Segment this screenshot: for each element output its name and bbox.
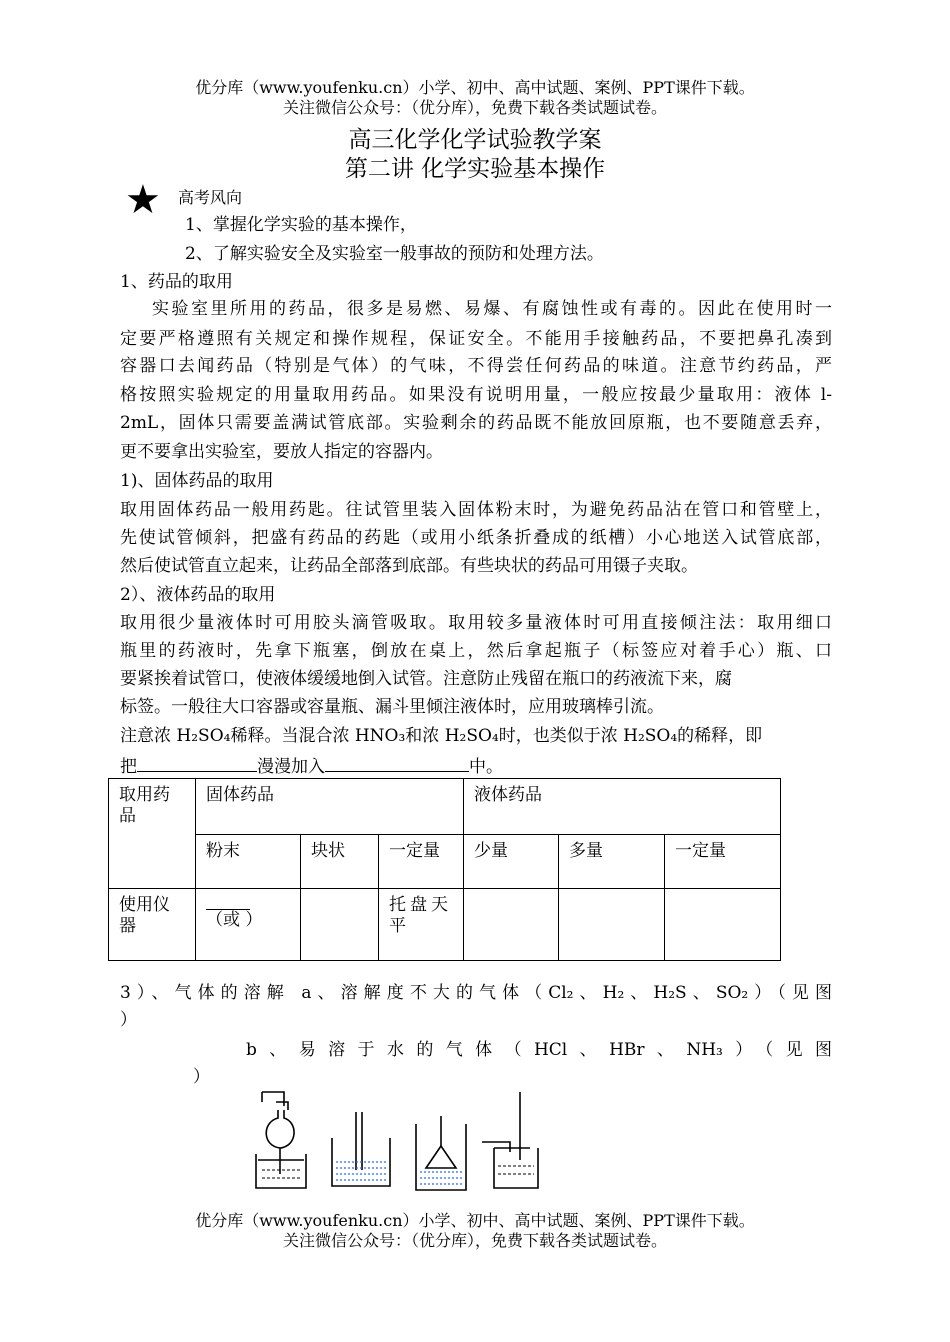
gas-line-a: 3）、气体的溶解 a、溶解度不大的气体（Cl₂、H₂、H₂S、SO₂）（见图 — [120, 983, 832, 1003]
liquid-heading: 2）、液体药品的取用 — [120, 585, 276, 605]
section1-para-line: 实验室里所用的药品，很多是易燃、易爆、有腐蚀性或有毒的。因此在使用时一 — [152, 299, 832, 319]
fill-suffix: 中。 — [469, 757, 503, 777]
gas-line-a-end: ） — [120, 1010, 137, 1030]
liquid-para-line: 瓶里的药液时，先拿下瓶塞，倒放在桌上，然后拿起瓶子（标签应对着手心）瓶、口 — [120, 641, 832, 661]
gas-line-b: b、易溶于水的气体（HCl、HBr、NH₃）（见图 — [246, 1040, 832, 1060]
outlook-item-1: 1、掌握化学实验的基本操作， — [185, 215, 417, 235]
col-head-liquid: 液体药品 — [464, 779, 781, 835]
inverted-funnel-figure — [412, 1114, 474, 1194]
section1-para-line: 定要严格遵照有关规定和操作规程，保证安全。不能用手接触药品，不要把鼻孔凑到 — [120, 329, 832, 349]
beaker-tube-figure — [328, 1108, 394, 1190]
star-icon: ★ — [125, 177, 161, 223]
col-powder: 粉末 — [196, 835, 301, 889]
cell-large-instrument[interactable] — [559, 889, 665, 961]
row-head-drug: 取用药品 — [109, 779, 196, 889]
cell-fixed-liquid-instrument[interactable] — [665, 889, 781, 961]
liquid-para-line: 取用很少量液体时可用胶头滴管吸取。取用较多量液体时可用直接倾注法：取用细口 — [120, 613, 832, 633]
flask-absorption-figure — [250, 1088, 312, 1196]
outlook-item-2: 2、了解实验安全及实验室一般事故的预防和处理方法。 — [185, 244, 604, 264]
section1-para-line: 格按照实验规定的用量取用药品。如果没有说明用量，一般应按最少量取用：液体 l- — [120, 385, 832, 405]
fill-middle: 漫漫加入 — [257, 757, 325, 777]
col-fixed-liquid: 一定量 — [665, 835, 781, 889]
liquid-note: 注意浓 H₂SO₄稀释。当混合浓 HNO₃和浓 H₂SO₄时，也类似于浓 H₂SO₄的稀释，即 — [120, 726, 763, 746]
cell-small-instrument[interactable] — [464, 889, 559, 961]
solid-heading: 1)、固体药品的取用 — [120, 471, 274, 491]
col-large: 多量 — [559, 835, 665, 889]
section1-para-line: 2mL，固体只需要盖满试管底部。实验剩余的药品既不能放回原瓶，也不要随意丢弃， — [120, 413, 832, 433]
section1-para-line: 更不要拿出实验室，要放人指定的容器内。 — [120, 442, 443, 462]
solid-para-line: 先使试管倾斜，把盛有药品的药匙（或用小纸条折叠成的纸槽）小心地送入试管底部， — [120, 528, 832, 548]
section1-para-line: 容器口去闻药品（特别是气体）的气味，不得尝任何药品的味道。注意节约药品，严 — [120, 356, 832, 376]
section1-heading: 1、药品的取用 — [120, 272, 233, 292]
col-lump: 块状 — [301, 835, 379, 889]
col-head-solid: 固体药品 — [196, 779, 464, 835]
gas-line-b-end: ） — [193, 1067, 210, 1087]
cell-powder-instrument[interactable] — [196, 889, 301, 961]
liquid-fill-line — [120, 753, 832, 778]
answer-blank[interactable] — [325, 753, 469, 772]
header-line-2: 关注微信公众号：（优分库），免费下载各类试题试卷。 — [282, 98, 667, 117]
fill-prefix: 把 — [120, 757, 137, 777]
cell-fixed-solid-instrument: 托盘天平 — [379, 889, 464, 961]
row-head-instrument: 使用仪器 — [109, 889, 196, 961]
header-line-1: 优分库（www.youfenku.cn）小学、初中、高中试题、案例、PPT课件下载。 — [195, 78, 755, 97]
usage-table — [108, 778, 781, 961]
liquid-para-line: 要紧挨着试管口，使液体缓缓地倒入试管。注意防止残留在瓶口的药液流下来，腐 — [120, 669, 732, 689]
outlook-label: 高考风向 — [178, 188, 243, 207]
liquid-para-line: 标签。一般往大口容器或容量瓶、漏斗里倾注液体时，应用玻璃棒引流。 — [120, 697, 664, 717]
answer-blank[interactable] — [206, 895, 250, 910]
col-fixed-solid: 一定量 — [379, 835, 464, 889]
footer-line-2: 关注微信公众号：（优分库），免费下载各类试题试卷。 — [282, 1231, 667, 1250]
bottle-absorption-figure — [480, 1090, 544, 1192]
footer-line-1: 优分库（www.youfenku.cn）小学、初中、高中试题、案例、PPT课件下载。 — [195, 1211, 755, 1230]
page-title: 高三化学化学试验教学案 — [348, 127, 602, 153]
cell-lump-instrument[interactable] — [301, 889, 379, 961]
solid-para-line: 然后使试管直立起来，让药品全部落到底部。有些块状的药品可用镊子夹取。 — [120, 556, 698, 576]
solid-para-line: 取用固体药品一般用药匙。往试管里装入固体粉末时，为避免药品沾在管口和管壁上， — [120, 500, 832, 520]
page-subtitle: 第二讲 化学实验基本操作 — [344, 156, 606, 182]
col-small: 少量 — [464, 835, 559, 889]
answer-blank[interactable] — [137, 753, 257, 772]
cell-powder-text: （或 ） — [206, 910, 263, 930]
